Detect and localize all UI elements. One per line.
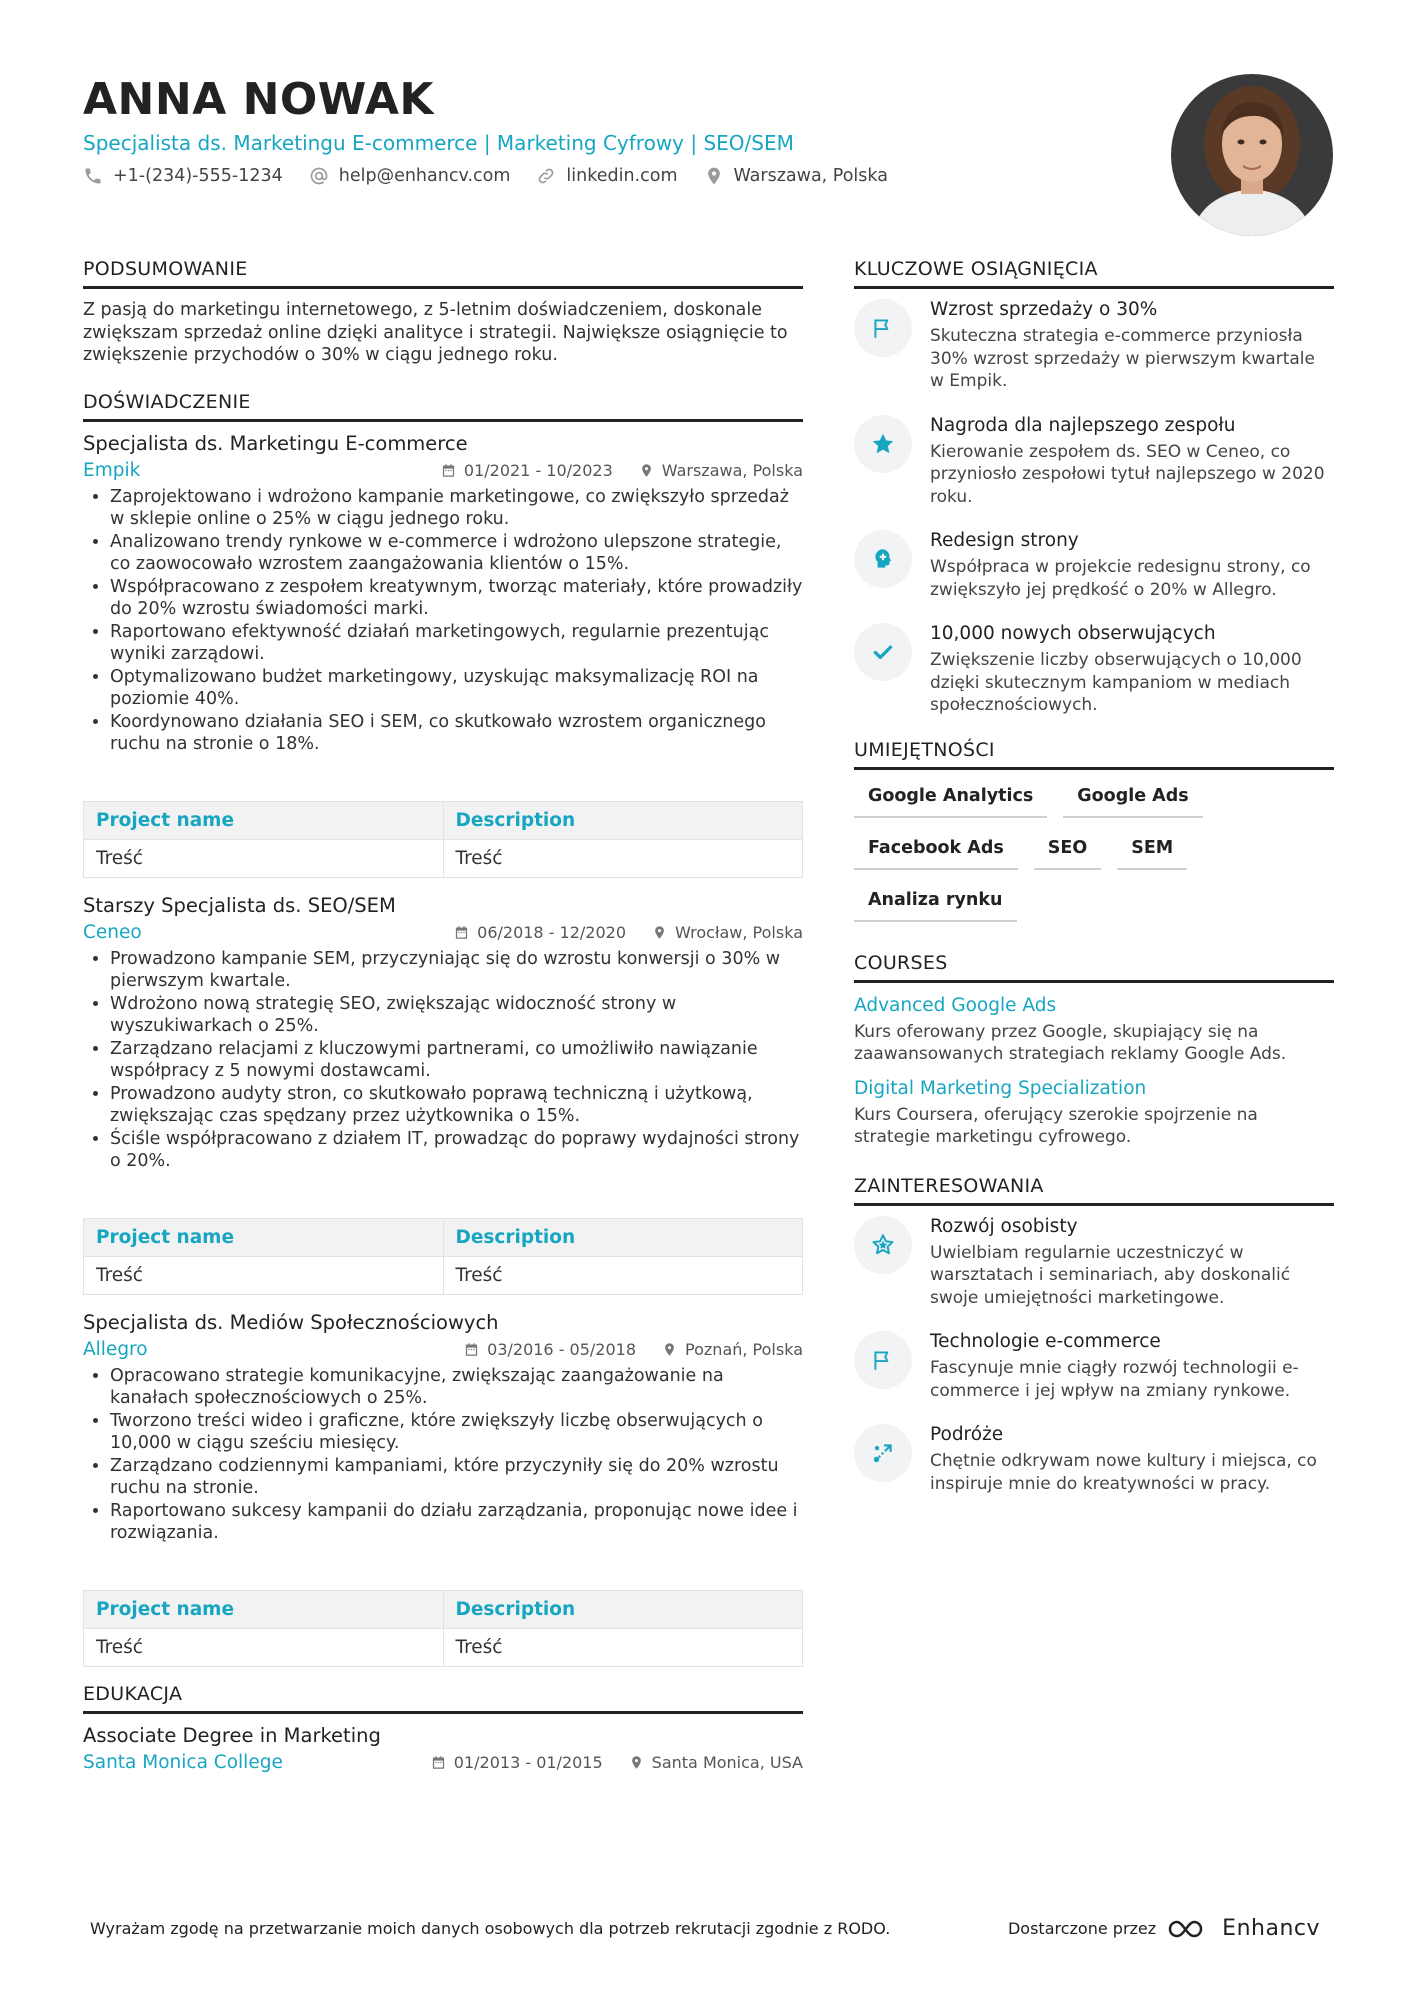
company-name: Allegro [83,1338,148,1360]
bullet-item: • Zaprojektowano i wdrożono kampanie marketingowe, co zwiększyło sprzedaż w sklepie online o 25% w ciągu jednego roku. [110,486,803,531]
bullet-item: • Analizowano trendy rynkowe w e-commerce i wdrożono ulepszone strategie, co zaowocowało wzrostem zaangażowania klientów o 15%. [110,531,803,576]
company-name: Empik [83,459,141,481]
table-cell: Treść [443,1628,803,1666]
experience-section [83,389,803,1667]
job-entry [83,1309,803,1667]
courses-heading: COURSES [854,950,1334,983]
skill-tag: Google Ads [1063,780,1202,818]
bullet-item: • Ściśle współpracowano z działem IT, prowadząc do poprawy wydajności strony o 20%. [110,1128,803,1173]
achievement-item [854,297,1334,393]
location-pin-icon [652,925,667,940]
table-header: Project name [84,1590,444,1628]
achievement-title: Redesign strony [930,530,1079,551]
achievement-desc: Kierowanie zespołem ds. SEO w Ceneo, co przyniosło zespołowi tytuł najlepszego w 2020 roku. [930,441,1325,507]
star-outline-icon [870,1232,896,1258]
bullet-item: • Koordynowano działania SEO i SEM, co skutkowało wzrostem organicznego ruchu na stronie o 18%. [110,711,803,756]
job-bullets [83,1365,803,1545]
education-entry [83,1722,803,1776]
course-title: Advanced Google Ads [854,994,1057,1016]
bullet-item: • Zarządzano relacjami z kluczowymi partnerami, co umożliwiło nawiązanie współpracy z 5 nowymi dostawcami. [110,1038,803,1083]
project-table [83,1218,803,1295]
achievement-item [854,413,1334,509]
bullet-item: • Opracowano strategie komunikacyjne, zwiększając zaangażowanie na kanałach społecznościowych o 25%. [110,1365,803,1410]
achievement-title: Wzrost sprzedaży o 30% [930,299,1158,320]
education-section [83,1681,803,1776]
interest-title: Rozwój osobisty [930,1215,1078,1237]
interest-desc: Chętnie odkrywam nowe kultury i miejsca, co inspiruje mnie do kreatywności w pracy. [930,1451,1317,1494]
interest-item [854,1422,1334,1495]
location-pin-icon [629,1755,644,1770]
skills-heading: UMIEJĘTNOŚCI [854,737,1334,770]
table-cell: Treść [443,1256,803,1294]
interest-title: Podróże [930,1424,1004,1445]
link-icon [536,166,556,186]
right-column [854,256,1334,1517]
enhancv-brand: Enhancv [1222,1916,1320,1941]
location-pin-icon [639,463,654,478]
location-text: Warszawa, Polska [733,166,888,186]
summary-heading: PODSUMOWANIE [83,256,803,289]
phone-icon [83,166,103,186]
footer [90,1916,1320,1941]
education-location: Santa Monica, USA [629,1750,803,1776]
summary-section [83,256,803,367]
bullet-item: • Raportowano efektywność działań marketingowych, regularnie prezentując wyniki zarządowi. [110,621,803,666]
job-dates: 06/2018 - 12/2020 [454,920,626,946]
route-icon [870,1440,896,1466]
bullet-item: • Optymalizowano budżet marketingowy, uzyskując maksymalizację ROI na poziomie 40%. [110,666,803,711]
interests-heading: ZAINTERESOWANIA [854,1173,1334,1206]
table-header: Description [443,1218,803,1256]
candidate-headline: Specjalista ds. Marketingu E-commerce | Marketing Cyfrowy | SEO/SEM [83,131,794,155]
achievement-title: Nagroda dla najlepszego zespołu [930,414,1236,436]
bullet-item: • Prowadzono audyty stron, co skutkowało poprawą techniczną i użytkową, zwiększając czas spędzany przez użytkownika o 15%. [110,1083,803,1128]
course-desc: Kurs Coursera, oferujący szerokie spojrzenie na strategie marketingu cyfrowego. [854,1104,1258,1147]
course-title: Digital Marketing Specialization [854,1077,1147,1099]
table-header: Description [443,1590,803,1628]
job-entry [83,430,803,878]
table-header: Project name [84,801,444,839]
flag-icon [870,315,896,341]
check-icon [870,639,896,665]
interest-title: Technologie e-commerce [930,1331,1161,1352]
bullet-item: • Współpracowano z zespołem kreatywnym, tworząc materiały, które prowadziły do 20% wzrostu świadomości marki. [110,576,803,621]
interests-section [854,1173,1334,1496]
job-title: Starszy Specjalista ds. SEO/SEM [83,893,396,917]
flag-icon [870,1347,896,1373]
brain-icon [870,546,896,572]
phone-text: +1-(234)-555-1234 [113,166,283,186]
skill-tag: Analiza rynku [854,884,1017,922]
interest-item [854,1214,1334,1310]
table-cell: Treść [443,839,803,877]
skills-section [854,737,1334,922]
at-icon [309,166,329,186]
achievement-item [854,528,1334,601]
contact-email[interactable] [309,164,511,188]
gdpr-consent: Wyrażam zgodę na przetwarzanie moich danych osobowych dla potrzeb rekrutacji zgodnie z RODO. [90,1919,891,1938]
calendar-icon [431,1755,446,1770]
email-text[interactable]: help@enhancv.com [338,166,511,186]
calendar-icon [454,925,469,940]
bullet-item: • Prowadzono kampanie SEM, przyczyniając się do wzrostu konwersji o 30% w pierwszym kwartale. [110,948,803,993]
table-cell: Treść [84,1256,444,1294]
candidate-name: ANNA NOWAK [83,74,435,125]
job-title: Specjalista ds. Mediów Społecznościowych [83,1310,499,1334]
education-dates: 01/2013 - 01/2015 [431,1750,603,1776]
job-title: Specjalista ds. Marketingu E-commerce [83,431,468,455]
achievement-item [854,621,1334,717]
location-pin-icon [662,1342,677,1357]
job-meta [83,920,803,946]
table-header: Project name [84,1218,444,1256]
bullet-item: • Tworzono treści wideo i graficzne, które zwiększyły liczbę obserwujących o 10,000 w ciągu sześciu miesięcy. [110,1410,803,1455]
project-table [83,801,803,878]
experience-heading: DOŚWIADCZENIE [83,389,803,422]
skill-tag: Google Analytics [854,780,1047,818]
contact-location [704,164,888,188]
bullet-item: • Raportowano sukcesy kampanii do działu zarządzania, proponując nowe idee i rozwiązania. [110,1500,803,1545]
job-location: Wrocław, Polska [652,920,803,946]
degree-title: Associate Degree in Marketing [83,1723,381,1747]
course-desc: Kurs oferowany przez Google, skupiający się na zaawansowanych strategiach reklamy Google Ads. [854,1021,1287,1064]
achievements-section [854,256,1334,717]
achievement-desc: Zwiększenie liczby obserwujących o 10,000 dzięki skutecznym kampaniom w mediach społecznościowych. [930,650,1302,715]
course-item [854,993,1334,1066]
star-icon [870,431,896,457]
skill-tag: SEM [1117,832,1187,870]
job-location: Warszawa, Polska [639,458,803,484]
summary-text: Z pasją do marketingu internetowego, z 5-letnim doświadczeniem, doskonale zwiększam sprzedaż online dzięki analityce i strategii. Największe osiągnięcie to zwiększenie przychodów o 30% w ciągu jednego roku. [83,300,788,365]
bullet-item: • Zarządzano codziennymi kampaniami, które przyczyniły się do 20% wzrostu ruchu na stronie. [110,1455,803,1500]
interest-item [854,1329,1334,1402]
course-item [854,1076,1334,1149]
company-name: Ceneo [83,921,142,943]
profile-photo [1171,74,1333,236]
job-bullets [83,486,803,756]
job-entry [83,892,803,1295]
job-meta [83,458,803,484]
job-dates: 01/2021 - 10/2023 [441,458,613,484]
calendar-icon [441,463,456,478]
powered-by-label: Dostarczone przez [1007,1919,1157,1938]
bullet-item: • Wdrożono nową strategię SEO, zwiększając widoczność strony w wyszukiwarkach o 25%. [110,993,803,1038]
education-meta [83,1750,803,1776]
achievement-desc: Współpraca w projekcie redesignu strony, co zwiększyło jej prędkość o 20% w Allegro. [930,557,1311,600]
resume-header [83,74,1143,188]
calendar-icon [464,1342,479,1357]
job-location: Poznań, Polska [662,1337,803,1363]
table-cell: Treść [84,1628,444,1666]
project-table [83,1590,803,1667]
job-dates: 03/2016 - 05/2018 [464,1337,636,1363]
enhancv-logo-icon [1166,1917,1212,1941]
table-cell: Treść [84,839,444,877]
school-name: Santa Monica College [83,1751,283,1773]
job-bullets [83,948,803,1173]
linkedin-text[interactable]: linkedin.com [566,166,678,186]
contact-row [83,164,1143,188]
courses-section [854,950,1334,1149]
achievements-heading: KLUCZOWE OSIĄGNIĘCIA [854,256,1334,289]
job-meta [83,1337,803,1363]
achievement-title: 10,000 nowych obserwujących [930,623,1216,644]
table-header: Description [443,801,803,839]
contact-linkedin[interactable] [536,164,677,188]
skill-tag: Facebook Ads [854,832,1018,870]
left-column [83,256,803,1798]
education-heading: EDUKACJA [83,1681,803,1714]
contact-phone [83,164,283,188]
achievement-desc: Skuteczna strategia e-commerce przyniosła 30% wzrost sprzedaży w pierwszym kwartale w Empik. [930,326,1315,391]
powered-by[interactable] [1008,1916,1320,1941]
location-pin-icon [704,166,724,186]
interest-desc: Fascynuje mnie ciągły rozwój technologii e-commerce i jej wpływ na zmiany rynkowe. [930,1358,1299,1401]
interest-desc: Uwielbiam regularnie uczestniczyć w warsztatach i seminariach, aby doskonalić swoje umiejętności marketingowe. [930,1242,1291,1308]
skill-tag: SEO [1034,832,1101,870]
